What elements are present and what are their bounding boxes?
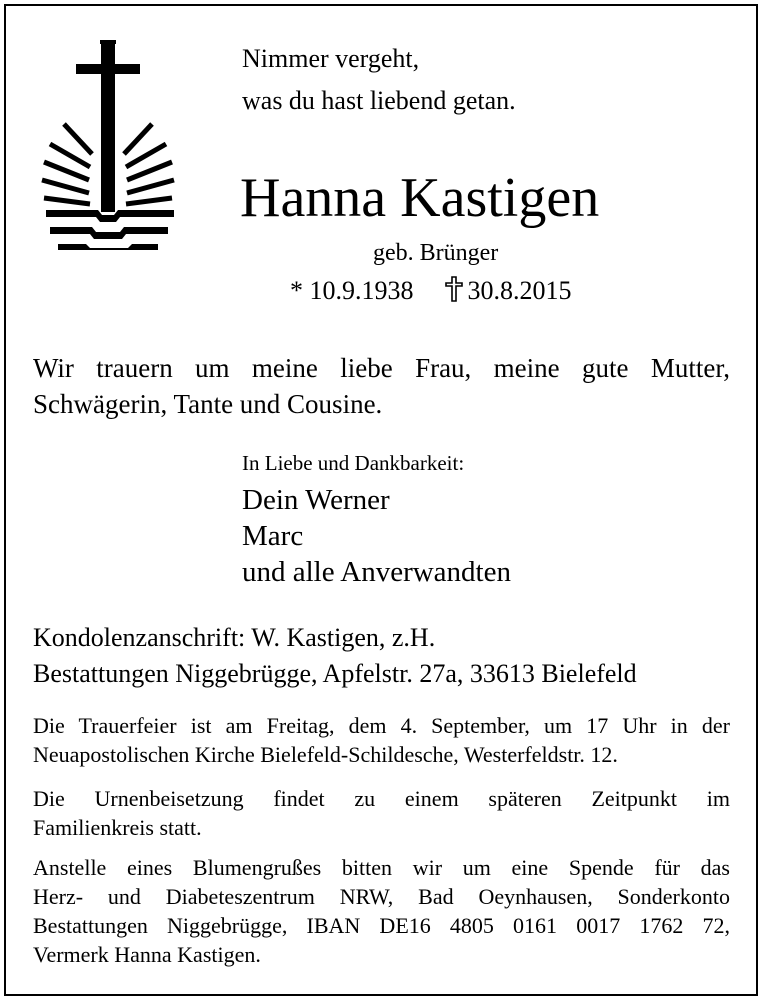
birth-marker: * bbox=[290, 276, 303, 305]
condolence-address bbox=[33, 620, 637, 692]
paragraph-line: Die Urnenbeisetzung findet zu einem späteren Zeitpunkt im bbox=[33, 786, 730, 811]
paragraph-line: Bestattungen Niggebrügge, IBAN DE16 4805 0161 0017 1762 72, bbox=[33, 913, 730, 938]
paragraph-line: Familienkreis statt. bbox=[33, 815, 202, 840]
signers-list bbox=[242, 482, 511, 590]
signer-1: Dein Werner bbox=[242, 484, 390, 516]
condolence-line-1: Kondolenzanschrift: W. Kastigen, z.H. bbox=[33, 623, 436, 652]
cross-sunrise-emblem-icon bbox=[36, 34, 181, 254]
birth-date: 10.9.1938 bbox=[309, 276, 414, 305]
paragraph-line: Neuapostolischen Kirche Bielefeld-Schildesche, Westerfeldstr. 12. bbox=[33, 742, 618, 767]
mourning-line-2: Schwägerin, Tante und Cousine. bbox=[33, 389, 383, 419]
funeral-service-paragraph bbox=[33, 711, 730, 769]
paragraph-line: Die Trauerfeier ist am Freitag, dem 4. September, um 17 Uhr in der bbox=[33, 713, 730, 738]
signer-3: und alle Anverwandten bbox=[242, 556, 511, 588]
cross-icon bbox=[444, 276, 464, 302]
paragraph-line: Vermerk Hanna Kastigen. bbox=[33, 942, 261, 967]
quote-line-2: was du hast liebend getan. bbox=[242, 86, 516, 115]
deceased-name: Hanna Kastigen bbox=[240, 167, 600, 229]
donation-paragraph bbox=[33, 853, 730, 969]
life-dates bbox=[290, 274, 572, 308]
gratitude-label: In Liebe und Dankbarkeit: bbox=[242, 451, 465, 475]
paragraph-line: Herz- und Diabeteszentrum NRW, Bad Oeynhausen, Sonderkonto bbox=[33, 884, 730, 909]
condolence-line-2: Bestattungen Niggebrügge, Apfelstr. 27a, 33613 Bielefeld bbox=[33, 659, 637, 688]
quote-line-1: Nimmer vergeht, bbox=[242, 44, 420, 73]
paragraph-line: Anstelle eines Blumengrußes bitten wir um eine Spende für das bbox=[33, 855, 730, 880]
birth-name: geb. Brünger bbox=[373, 240, 499, 266]
urn-burial-paragraph bbox=[33, 784, 730, 842]
mourning-line-1: Wir trauern um meine liebe Frau, meine gute Mutter, bbox=[33, 353, 730, 383]
death-date: 30.8.2015 bbox=[467, 276, 572, 305]
mourning-text bbox=[33, 350, 730, 422]
signer-2: Marc bbox=[242, 520, 304, 552]
memorial-quote bbox=[242, 38, 516, 122]
